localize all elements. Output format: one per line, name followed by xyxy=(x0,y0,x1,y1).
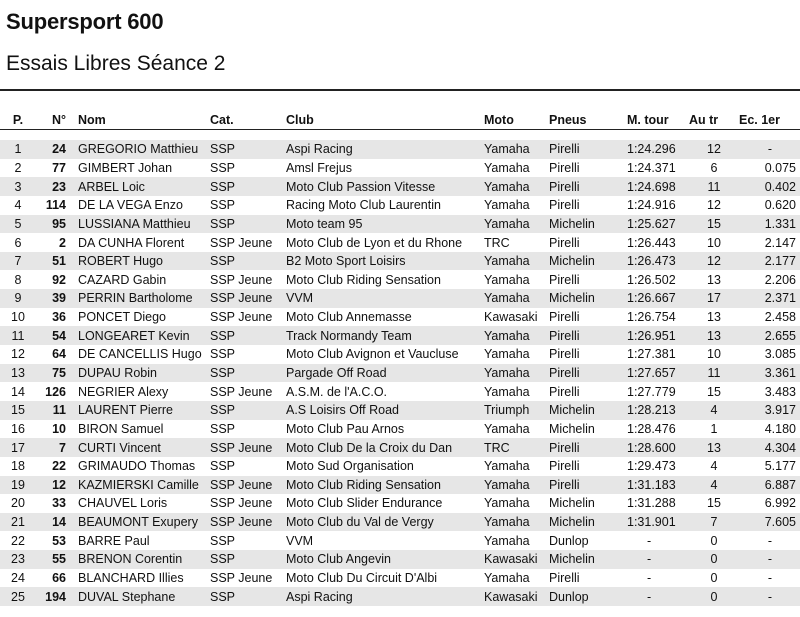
cell-category: SSP xyxy=(210,550,286,569)
cell-category: SSP xyxy=(210,198,236,213)
cell-lap-number: 13 xyxy=(707,272,721,287)
cell-bike: Yamaha xyxy=(484,140,549,159)
cell-club: Moto Club Pau Arnos xyxy=(286,421,405,436)
cell-tyres: Michelin xyxy=(549,215,627,234)
table-row xyxy=(0,401,800,420)
cell-club: Moto Club Riding Sensation xyxy=(286,272,441,287)
cell-best-lap: 1:27.381 xyxy=(627,347,676,362)
cell-category: SSP xyxy=(210,177,286,196)
table-header-row xyxy=(0,110,800,130)
cell-best-lap: - xyxy=(627,550,689,569)
cell-lap-number: 11 xyxy=(689,364,739,383)
cell-lap-number: 12 xyxy=(707,198,721,213)
cell-best-lap: 1:24.698 xyxy=(627,177,689,196)
cell-bike: TRC xyxy=(484,235,510,250)
cell-category: SSP xyxy=(210,215,286,234)
cell-category: SSP xyxy=(210,459,236,474)
cell-position: 24 xyxy=(11,571,25,586)
cell-number: 2 xyxy=(59,235,66,250)
cell-club: A.S.M. de l'A.C.O. xyxy=(286,384,388,399)
cell-gap: 6.887 xyxy=(739,476,800,495)
cell-lap-number: 10 xyxy=(707,347,721,362)
cell-lap-number: 13 xyxy=(689,326,739,345)
cell-lap-number: 1 xyxy=(710,421,718,436)
cell-lap-number: 12 xyxy=(689,252,739,271)
cell-tyres: Pirelli xyxy=(549,347,580,362)
cell-position: 18 xyxy=(11,459,25,474)
cell-tyres: Pirelli xyxy=(549,140,627,159)
cell-name: DE CANCELLIS Hugo xyxy=(78,347,202,362)
cell-category: SSP xyxy=(210,326,286,345)
cell-best-lap: 1:31.183 xyxy=(627,476,689,495)
table-row xyxy=(0,457,800,476)
cell-club: Moto Club Slider Endurance xyxy=(286,496,443,511)
cell-category: SSP xyxy=(210,160,236,175)
cell-tyres: Pirelli xyxy=(549,476,627,495)
table-row xyxy=(0,382,800,401)
cell-club: Moto Club Avignon et Vaucluse xyxy=(286,347,459,362)
cell-position: 23 xyxy=(0,550,36,569)
cell-club: Moto Sud Organisation xyxy=(286,459,414,474)
table-row xyxy=(0,550,800,569)
table-row xyxy=(0,140,800,159)
cell-tyres: Michelin xyxy=(549,252,627,271)
cell-number: 12 xyxy=(36,476,76,495)
cell-tyres: Pirelli xyxy=(549,198,580,213)
cell-bike: Yamaha xyxy=(484,533,530,548)
cell-name: KAZMIERSKI Camille xyxy=(76,476,210,495)
table-row xyxy=(0,289,800,308)
column-header-tyres: Pneus xyxy=(549,110,627,130)
cell-club: Aspi Racing xyxy=(286,140,484,159)
cell-tyres: Pirelli xyxy=(549,438,627,457)
cell-name: NEGRIER Alexy xyxy=(78,384,169,399)
cell-bike: Yamaha xyxy=(484,252,549,271)
cell-club: Aspi Racing xyxy=(286,587,484,606)
table-row xyxy=(0,438,800,457)
cell-best-lap: 1:24.296 xyxy=(627,140,689,159)
cell-tyres: Pirelli xyxy=(549,571,580,586)
cell-club: Track Normandy Team xyxy=(286,326,484,345)
cell-number: 54 xyxy=(36,326,76,345)
cell-tyres: Pirelli xyxy=(549,310,580,325)
cell-bike: Yamaha xyxy=(484,364,549,383)
cell-lap-number: 15 xyxy=(707,496,721,511)
cell-lap-number: 0 xyxy=(689,587,739,606)
cell-name: ARBEL Loic xyxy=(76,177,210,196)
cell-tyres: Michelin xyxy=(549,513,627,532)
cell-club: Moto Club Riding Sensation xyxy=(286,476,484,495)
table-row xyxy=(0,494,800,513)
cell-best-lap: 1:27.779 xyxy=(627,384,676,399)
cell-gap: - xyxy=(739,550,800,569)
cell-name: DE LA VEGA Enzo xyxy=(78,198,183,213)
cell-position: 17 xyxy=(0,438,36,457)
cell-category: SSP xyxy=(210,364,286,383)
cell-gap: 3.917 xyxy=(739,401,800,420)
cell-lap-number: 13 xyxy=(707,310,721,325)
cell-name: BEAUMONT Exupery xyxy=(76,513,210,532)
cell-number: 24 xyxy=(36,140,76,159)
page-title: Supersport 600 xyxy=(6,9,164,34)
column-header-category: Cat. xyxy=(210,110,286,130)
cell-position: 22 xyxy=(11,533,25,548)
cell-position: 2 xyxy=(14,160,22,175)
cell-bike: Yamaha xyxy=(484,496,530,511)
cell-best-lap: 1:27.657 xyxy=(627,364,689,383)
column-header-club: Club xyxy=(286,110,484,130)
cell-number: 11 xyxy=(36,401,76,420)
cell-name: BRENON Corentin xyxy=(76,550,210,569)
cell-tyres: Michelin xyxy=(549,289,627,308)
cell-tyres: Pirelli xyxy=(549,272,580,287)
cell-lap-number: 15 xyxy=(689,215,739,234)
cell-best-lap: 1:26.754 xyxy=(627,310,676,325)
cell-club: Moto Club Annemasse xyxy=(286,310,412,325)
cell-number: 92 xyxy=(52,272,66,287)
cell-bike: Yamaha xyxy=(484,513,549,532)
cell-category: SSP Jeune xyxy=(210,476,286,495)
cell-number: 33 xyxy=(52,496,66,511)
cell-tyres: Dunlop xyxy=(549,587,627,606)
session-subtitle: Essais Libres Séance 2 xyxy=(6,52,226,75)
table-row xyxy=(0,215,800,234)
cell-gap: 6.992 xyxy=(764,496,796,511)
cell-category: SSP xyxy=(210,140,286,159)
cell-position: 9 xyxy=(0,289,36,308)
cell-name: ROBERT Hugo xyxy=(76,252,210,271)
cell-lap-number: 12 xyxy=(689,140,739,159)
cell-name: DA CUNHA Florent xyxy=(78,235,185,250)
cell-number: 66 xyxy=(52,571,66,586)
cell-gap: 2.655 xyxy=(739,326,800,345)
cell-number: 36 xyxy=(52,310,66,325)
table-row xyxy=(0,196,800,215)
cell-tyres: Pirelli xyxy=(549,326,627,345)
cell-number: 95 xyxy=(36,215,76,234)
cell-best-lap: 1:31.288 xyxy=(627,496,676,511)
cell-name: BIRON Samuel xyxy=(78,421,164,436)
table-row xyxy=(0,569,800,588)
cell-club: VVM xyxy=(286,533,314,548)
column-header-bike: Moto xyxy=(484,110,549,130)
cell-category: SSP xyxy=(210,252,286,271)
cell-position: 13 xyxy=(0,364,36,383)
cell-name: LUSSIANA Matthieu xyxy=(76,215,210,234)
table-spacer xyxy=(0,130,800,141)
cell-number: 64 xyxy=(52,347,66,362)
column-header-position: P. xyxy=(0,110,36,130)
cell-category: SSP xyxy=(210,347,236,362)
cell-number: 75 xyxy=(36,364,76,383)
cell-number: 126 xyxy=(45,384,66,399)
cell-number: 53 xyxy=(52,533,66,548)
cell-position: 4 xyxy=(14,198,22,213)
cell-club: Pargade Off Road xyxy=(286,364,484,383)
cell-name: BARRE Paul xyxy=(78,533,150,548)
cell-tyres: Dunlop xyxy=(549,533,589,548)
cell-number: 114 xyxy=(45,198,66,213)
cell-category: SSP Jeune xyxy=(210,571,273,586)
cell-gap: 2.177 xyxy=(739,252,800,271)
cell-gap: 0.075 xyxy=(764,160,796,175)
cell-position: 14 xyxy=(11,384,25,399)
cell-position: 11 xyxy=(0,326,36,345)
cell-tyres: Pirelli xyxy=(549,160,580,175)
table-row xyxy=(0,364,800,383)
cell-bike: Yamaha xyxy=(484,177,549,196)
cell-gap: 2.371 xyxy=(739,289,800,308)
cell-name: CAZARD Gabin xyxy=(78,272,167,287)
cell-number: 194 xyxy=(36,587,76,606)
cell-lap-number: 6 xyxy=(710,160,718,175)
cell-category: SSP Jeune xyxy=(210,289,286,308)
cell-number: 14 xyxy=(36,513,76,532)
table-row xyxy=(0,177,800,196)
cell-category: SSP Jeune xyxy=(210,235,273,250)
cell-best-lap: 1:24.916 xyxy=(627,198,676,213)
cell-club: Amsl Frejus xyxy=(286,160,352,175)
cell-best-lap: 1:28.600 xyxy=(627,438,689,457)
cell-position: 25 xyxy=(0,587,36,606)
cell-position: 7 xyxy=(0,252,36,271)
table-row xyxy=(0,476,800,495)
cell-number: 77 xyxy=(52,160,66,175)
cell-gap: - xyxy=(767,571,772,586)
cell-number: 7 xyxy=(36,438,76,457)
cell-tyres: Michelin xyxy=(549,496,595,511)
cell-lap-number: 4 xyxy=(689,401,739,420)
cell-category: SSP Jeune xyxy=(210,310,273,325)
header-divider xyxy=(0,89,800,91)
cell-best-lap: 1:29.473 xyxy=(627,459,676,474)
cell-lap-number: 0 xyxy=(710,533,718,548)
cell-category: SSP xyxy=(210,401,286,420)
cell-bike: Yamaha xyxy=(484,272,530,287)
cell-gap: 2.147 xyxy=(764,235,796,250)
cell-bike: Yamaha xyxy=(484,384,530,399)
cell-club: Moto Club du Val de Vergy xyxy=(286,513,484,532)
cell-best-lap: 1:31.901 xyxy=(627,513,689,532)
cell-bike: Triumph xyxy=(484,401,549,420)
cell-club: Moto team 95 xyxy=(286,215,484,234)
cell-number: 51 xyxy=(36,252,76,271)
cell-club: A.S Loisirs Off Road xyxy=(286,401,484,420)
cell-category: SSP xyxy=(210,533,236,548)
cell-gap: 3.483 xyxy=(764,384,796,399)
cell-lap-number: 4 xyxy=(710,459,718,474)
cell-position: 3 xyxy=(0,177,36,196)
cell-best-lap: - xyxy=(647,533,652,548)
cell-gap: 4.180 xyxy=(764,421,796,436)
cell-bike: Yamaha xyxy=(484,289,549,308)
cell-best-lap: 1:26.951 xyxy=(627,326,689,345)
cell-best-lap: 1:26.473 xyxy=(627,252,689,271)
cell-bike: Yamaha xyxy=(484,421,530,436)
cell-best-lap: 1:28.213 xyxy=(627,401,689,420)
cell-club: Moto Club De la Croix du Dan xyxy=(286,438,484,457)
cell-gap: 0.402 xyxy=(739,177,800,196)
cell-name: CHAUVEL Loris xyxy=(78,496,168,511)
cell-name: BLANCHARD Illies xyxy=(78,571,184,586)
cell-best-lap: 1:26.667 xyxy=(627,289,689,308)
cell-best-lap: - xyxy=(627,587,689,606)
cell-number: 39 xyxy=(36,289,76,308)
cell-tyres: Pirelli xyxy=(549,364,627,383)
cell-tyres: Pirelli xyxy=(549,177,627,196)
cell-position: 21 xyxy=(0,513,36,532)
cell-number: 22 xyxy=(52,459,66,474)
table-row xyxy=(0,159,800,178)
cell-lap-number: 10 xyxy=(707,235,721,250)
cell-number: 23 xyxy=(36,177,76,196)
column-header-number: N° xyxy=(36,110,76,130)
cell-position: 15 xyxy=(0,401,36,420)
cell-gap: 2.458 xyxy=(764,310,796,325)
cell-tyres: Pirelli xyxy=(549,235,580,250)
cell-tyres: Pirelli xyxy=(549,459,580,474)
column-header-gap: Ec. 1er xyxy=(739,110,800,130)
cell-bike: Yamaha xyxy=(484,347,530,362)
cell-tyres: Pirelli xyxy=(549,384,580,399)
cell-bike: TRC xyxy=(484,438,549,457)
cell-name: PERRIN Bartholome xyxy=(76,289,210,308)
cell-lap-number: 15 xyxy=(707,384,721,399)
cell-bike: Kawasaki xyxy=(484,587,549,606)
cell-gap: - xyxy=(739,140,800,159)
cell-club: Moto Club Angevin xyxy=(286,550,484,569)
cell-tyres: Michelin xyxy=(549,401,627,420)
table-row xyxy=(0,270,800,289)
cell-position: 20 xyxy=(11,496,25,511)
cell-club: B2 Moto Sport Loisirs xyxy=(286,252,484,271)
cell-club: Racing Moto Club Laurentin xyxy=(286,198,441,213)
column-header-lap-number: Au tr xyxy=(689,110,739,130)
cell-best-lap: 1:26.443 xyxy=(627,235,676,250)
cell-number: 10 xyxy=(52,421,66,436)
cell-gap: 2.206 xyxy=(764,272,796,287)
table-row xyxy=(0,233,800,252)
cell-bike: Yamaha xyxy=(484,160,530,175)
cell-gap: 7.605 xyxy=(739,513,800,532)
cell-bike: Yamaha xyxy=(484,476,549,495)
cell-name: GREGORIO Matthieu xyxy=(76,140,210,159)
cell-club: Moto Club Du Circuit D'Albi xyxy=(286,571,438,586)
cell-category: SSP xyxy=(210,587,286,606)
cell-name: DUVAL Stephane xyxy=(76,587,210,606)
table-row xyxy=(0,326,800,345)
cell-bike: Kawasaki xyxy=(484,550,549,569)
cell-category: SSP Jeune xyxy=(210,496,273,511)
cell-name: GIMBERT Johan xyxy=(78,160,173,175)
cell-gap: 3.085 xyxy=(764,347,796,362)
cell-lap-number: 0 xyxy=(689,550,739,569)
cell-name: LONGEARET Kevin xyxy=(76,326,210,345)
cell-gap: - xyxy=(767,533,772,548)
cell-bike: Yamaha xyxy=(484,215,549,234)
cell-bike: Yamaha xyxy=(484,459,530,474)
cell-category: SSP Jeune xyxy=(210,272,273,287)
cell-bike: Kawasaki xyxy=(484,310,538,325)
cell-lap-number: 13 xyxy=(689,438,739,457)
cell-gap: 4.304 xyxy=(739,438,800,457)
cell-category: SSP Jeune xyxy=(210,513,286,532)
table-row xyxy=(0,531,800,550)
cell-club: Moto Club de Lyon et du Rhone xyxy=(286,235,463,250)
cell-category: SSP xyxy=(210,421,236,436)
table-row xyxy=(0,345,800,364)
cell-position: 16 xyxy=(11,421,25,436)
cell-bike: Yamaha xyxy=(484,198,530,213)
cell-club: VVM xyxy=(286,289,484,308)
cell-gap: 3.361 xyxy=(739,364,800,383)
cell-name: DUPAU Robin xyxy=(76,364,210,383)
cell-category: SSP Jeune xyxy=(210,384,273,399)
column-header-best-lap: M. tour xyxy=(627,110,689,130)
cell-name: PONCET Diego xyxy=(78,310,166,325)
cell-position: 5 xyxy=(0,215,36,234)
cell-lap-number: 0 xyxy=(710,571,718,586)
cell-best-lap: 1:28.476 xyxy=(627,421,676,436)
cell-name: CURTI Vincent xyxy=(76,438,210,457)
cell-gap: 5.177 xyxy=(764,459,796,474)
table-row xyxy=(0,587,800,606)
cell-gap: 1.331 xyxy=(739,215,800,234)
cell-name: GRIMAUDO Thomas xyxy=(78,459,196,474)
cell-best-lap: - xyxy=(647,571,652,586)
cell-best-lap: 1:24.371 xyxy=(627,160,676,175)
cell-position: 10 xyxy=(11,310,25,325)
cell-tyres: Michelin xyxy=(549,550,627,569)
column-header-name: Nom xyxy=(76,110,210,130)
cell-lap-number: 4 xyxy=(689,476,739,495)
cell-gap: 0.620 xyxy=(764,198,796,213)
cell-lap-number: 7 xyxy=(689,513,739,532)
cell-bike: Yamaha xyxy=(484,326,549,345)
cell-position: 19 xyxy=(0,476,36,495)
cell-best-lap: 1:26.502 xyxy=(627,272,676,287)
cell-tyres: Michelin xyxy=(549,421,595,436)
table-row xyxy=(0,513,800,532)
cell-position: 8 xyxy=(14,272,22,287)
table-row xyxy=(0,308,800,327)
cell-category: SSP Jeune xyxy=(210,438,286,457)
cell-position: 12 xyxy=(11,347,25,362)
cell-position: 1 xyxy=(0,140,36,159)
cell-number: 55 xyxy=(36,550,76,569)
cell-bike: Yamaha xyxy=(484,571,530,586)
cell-gap: - xyxy=(739,587,800,606)
cell-position: 6 xyxy=(14,235,22,250)
cell-club: Moto Club Passion Vitesse xyxy=(286,177,484,196)
cell-best-lap: 1:25.627 xyxy=(627,215,689,234)
cell-lap-number: 11 xyxy=(689,177,739,196)
table-row xyxy=(0,252,800,271)
cell-name: LAURENT Pierre xyxy=(76,401,210,420)
table-row xyxy=(0,420,800,439)
cell-lap-number: 17 xyxy=(689,289,739,308)
results-table xyxy=(0,110,800,606)
